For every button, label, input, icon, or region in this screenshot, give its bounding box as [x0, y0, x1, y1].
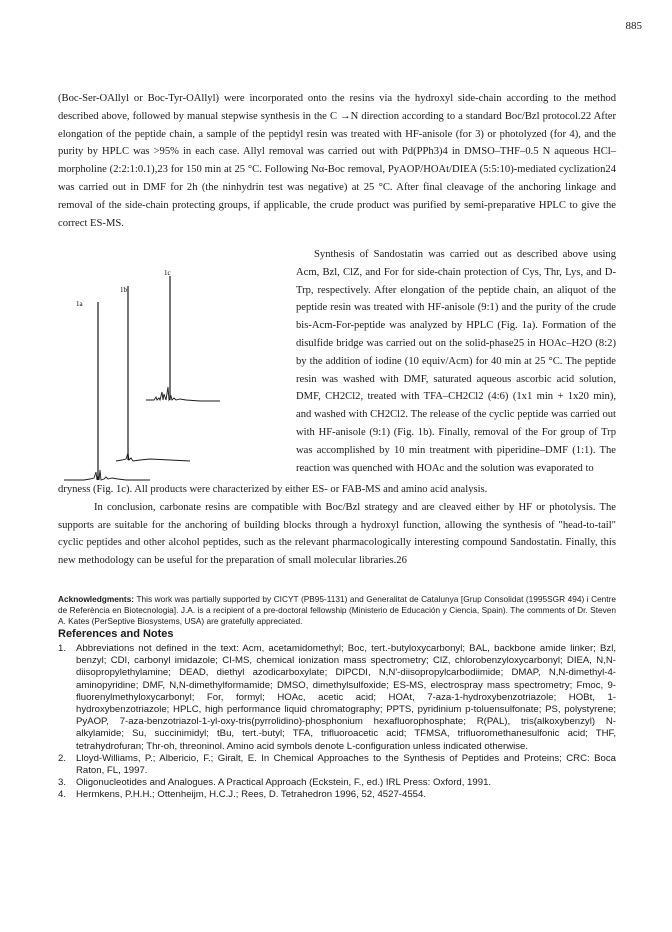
trace-1b	[116, 286, 190, 461]
trace-1a	[64, 300, 150, 480]
label-1c: 1c	[164, 269, 171, 277]
label-1a: 1a	[76, 300, 83, 308]
reference-text: Hermkens, P.H.H.; Ottenheijm, H.C.J.; Rees, D. Tetrahedron 1996, 52, 4527-4554.	[76, 789, 426, 801]
right-column-paragraph	[296, 246, 616, 477]
reference-item	[58, 753, 616, 777]
hplc-chromatograms	[60, 246, 292, 494]
hplc-figure	[60, 246, 292, 494]
after-figure-paragraphs	[58, 481, 616, 570]
reference-number: 1.	[58, 643, 67, 654]
reference-text: Oligonucleotides and Analogues. A Practical Approach (Eckstein, F., ed.) IRL Press: Oxford, 1991.	[76, 777, 492, 789]
intro-paragraph	[58, 90, 616, 232]
references-list	[58, 643, 616, 802]
references-heading: References and Notes	[58, 628, 174, 640]
continuation-text: dryness (Fig. 1c). All products were characterized by either ES- or FAB-MS and amino acid analysis.	[58, 484, 488, 495]
acknowledgments-label: Acknowledgments:	[58, 594, 135, 604]
sandostatin-synthesis-text: Synthesis of Sandostatin was carried out as described above using Acm, Bzl, ClZ, and For for side-chain protection of Cys, Thr, Lys, and D-Trp, respectively. After elongation of the peptide chain, an aliquot of the peptide resin was treated with HF-anisole (9:1) and the purity of the crude bis-Acm-For-peptide was analyzed by HPLC (Fig. 1a). Formation of the disulfide bridge was carried out on the solid-phase25 in HOAc–H2O (8:2) by the addition of iodine (10 equiv/Acm) for 40 min at 25 °C. The peptide resin was washed with DMF, saturated aqueous ascorbic acid solution, DMF, CH2Cl2, treated with TFA–CH2Cl2 (4:6) (1x1 min + 1x20 min), and washed with CH2Cl2. The release of the cyclic peptide was carried out with HF-anisole (9:1) (Fig. 1b). Finally, removal of the For group of Trp was accomplished by 10 min treatment with piperidine–DMF (1:1). The reaction was quenched with HOAc and the solution was evaporated to	[296, 249, 616, 474]
intro-text: (Boc-Ser-OAllyl or Boc-Tyr-OAllyl) were incorporated onto the resins via the hydroxyl side-chain according to the method described above, followed by manual stepwise synthesis in the C →N direction according to a standard Boc/Bzl protocol.22 After elongation of the peptide chain, a sample of the peptidyl resin was treated with HF-anisole (for 3) or photolyzed (for 4), and the purity by HPLC was >95% in each case. Allyl removal was carried out with Pd(PPh3)4 in DMSO–THF–0.5 N aqueous HCl–morpholine (2:2:1:0.1),23 for 150 min at 25 °C. Following Nα-Boc removal, PyAOP/HOAt/DIEA (5:5:10)-mediated cyclization24 was carried out in DMF for 2h (the ninhydrin test was negative) at 25 °C. After final cleavage of the anchoring linkage and removal of the side-chain protecting groups, if applicable, the crude product was purified by semi-preparative HPLC to give the correct ES-MS.	[58, 93, 616, 229]
acknowledgments	[58, 594, 616, 626]
reference-text: Abbreviations not defined in the text: Acm, acetamidomethyl; Boc, tert.-butyloxycarbonyl; BAL, backbone amide linker; Bzl, benzyl; CDI, carbonyl imidazole; CI-MS, chemical ionization mass spectrometry; ClZ, chlorobenzyloxycarbonyl; DIEA, N,N-diisopropylethylamine; DEAD, diethyl azodicarboxylate; DIPCDI, N,N'-diisopropylcarbodiimide; DMAP, N,N-dimethyl-4-aminopyridine; DMF, N,N-dimethylformamide; DMSO, dimethylsulfoxide; ES-MS, electrospray mass spectrometry; Fmoc, 9-fluorenylmethyloxycarbonyl; For, formyl; HOAc, acetic acid; HOAt, 7-aza-1-hydroxybenzotriazole; HOBt, 1-hydroxybenzotriazole; HPLC, high performance liquid chromatography; PPTS, pyridinium p-toluensulfonate; PS, polystyrene; PyAOP, 7-aza-benzotriazol-1-yl-oxy-tris(pyrrolidino)-phosphonium hexafluorophosphate; R(PAL), tris(alkoxybenzyl) N-alkylamide; Su, succinimidyl; tBu, tert.-butyl; TFA, trifluoroacetic acid; TFMSA, trifluoromethanesulfonic acid; THF, tetrahydrofuran; Thr-oh, threoninol. Amino acid symbols denote L-configuration unless indicated otherwise.	[76, 643, 616, 752]
trace-1c	[146, 269, 220, 401]
reference-number: 3.	[58, 777, 67, 789]
acknowledgments-text: This work was partially supported by CICYT (PB95-1131) and Generalitat de Catalunya [Grup Consolidat (1995SGR 494) i Centre de Referència en Biotecnologia]. J.A. is a recipient of a pre-doctoral fellowship (Ministerio de Educación y Ciencia, Spain). The comments of Dr. Steven A. Kates (PerSeptive Biosystems, USA) are gratefully appreciated.	[58, 594, 616, 626]
reference-number: 2.	[58, 752, 67, 764]
reference-item	[58, 789, 616, 801]
conclusion-text: In conclusion, carbonate resins are compatible with Boc/Bzl strategy and are cleaved either by HF or photolysis. The supports are suitable for the anchoring of building blocks through a hydroxyl function, allowing the synthesis of "head-to-tail" cyclic peptides and other alcohol peptides, such as the relevant pharmacologically interesting compound Sandostatin. Finally, this new methodology can be useful for the preparation of small molecular libraries.26	[58, 501, 616, 567]
reference-number: 4.	[58, 789, 67, 801]
page-number: 885	[625, 20, 642, 32]
reference-text: Lloyd-Williams, P.; Albericio, F.; Giralt, E. In Chemical Approaches to the Synthesis of Peptides and Proteins; CRC: Boca Raton, FL, 1997.	[76, 752, 616, 777]
reference-item	[58, 643, 616, 753]
label-1b: 1b	[120, 286, 127, 294]
reference-item	[58, 777, 616, 789]
